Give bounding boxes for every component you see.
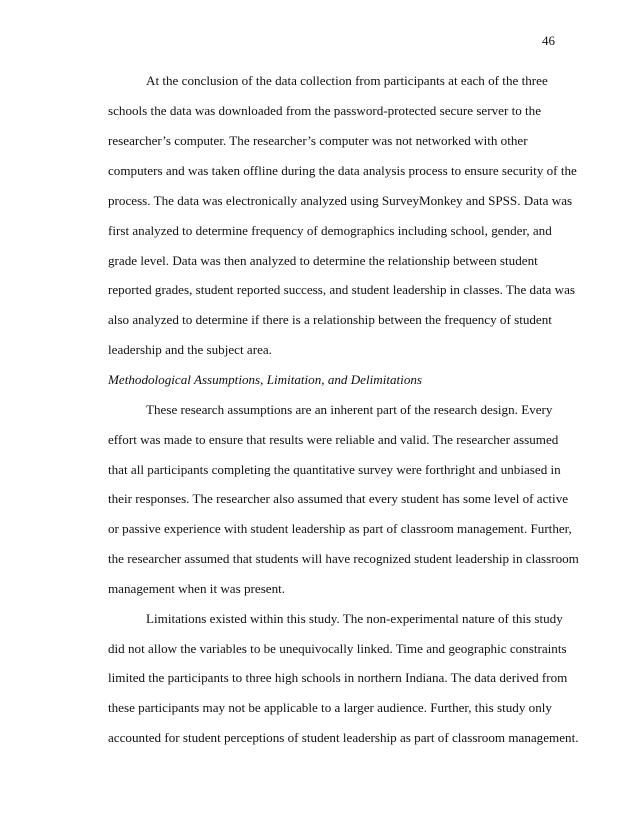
paragraph-line: accounted for student perceptions of student leadership as part of classroom management. [108, 730, 579, 745]
paragraph-line: effort was made to ensure that results were reliable and valid. The researcher assumed [108, 432, 559, 447]
paragraph-line: the researcher assumed that students will have recognized student leadership in classroom [108, 551, 579, 566]
paragraph-line: that all participants completing the quantitative survey were forthright and unbiased in [108, 462, 561, 477]
paragraph-line: researcher’s computer. The researcher’s computer was not networked with other [108, 133, 528, 148]
paragraph-line: grade level. Data was then analyzed to determine the relationship between student [108, 253, 538, 268]
paragraph-line: process. The data was electronically analyzed using SurveyMonkey and SPSS. Data was [108, 193, 573, 208]
paragraph-line: At the conclusion of the data collection from participants at each of the three [146, 73, 548, 88]
paragraph-line: computers and was taken offline during the data analysis process to ensure security of the [108, 163, 577, 178]
paragraph-line: limited the participants to three high schools in northern Indiana. The data derived from [108, 670, 568, 685]
paragraph-line: management when it was present. [108, 581, 286, 596]
section-heading: Methodological Assumptions, Limitation, and Delimitations [108, 372, 423, 387]
paragraph-line: these participants may not be applicable to a larger audience. Further, this study only [108, 700, 552, 715]
paragraph-line: reported grades, student reported success, and student leadership in classes. The data was [108, 282, 575, 297]
paragraph-line: schools the data was downloaded from the password-protected secure server to the [108, 103, 542, 118]
paragraph-line: These research assumptions are an inherent part of the research design. Every [146, 402, 553, 417]
paragraph-line: also analyzed to determine if there is a relationship between the frequency of student [108, 312, 552, 327]
paragraph-line: their responses. The researcher also assumed that every student has some level of active [108, 491, 569, 506]
paragraph-line: Limitations existed within this study. The non-experimental nature of this study [146, 611, 563, 626]
paragraph-line: did not allow the variables to be unequivocally linked. Time and geographic constraints [108, 641, 567, 656]
page-number: 46 [542, 33, 555, 48]
paragraph-line: first analyzed to determine frequency of demographics including school, gender, and [108, 223, 552, 238]
paragraph-line: leadership and the subject area. [108, 342, 272, 357]
paragraph-line: or passive experience with student leadership as part of classroom management. Further, [108, 521, 572, 536]
